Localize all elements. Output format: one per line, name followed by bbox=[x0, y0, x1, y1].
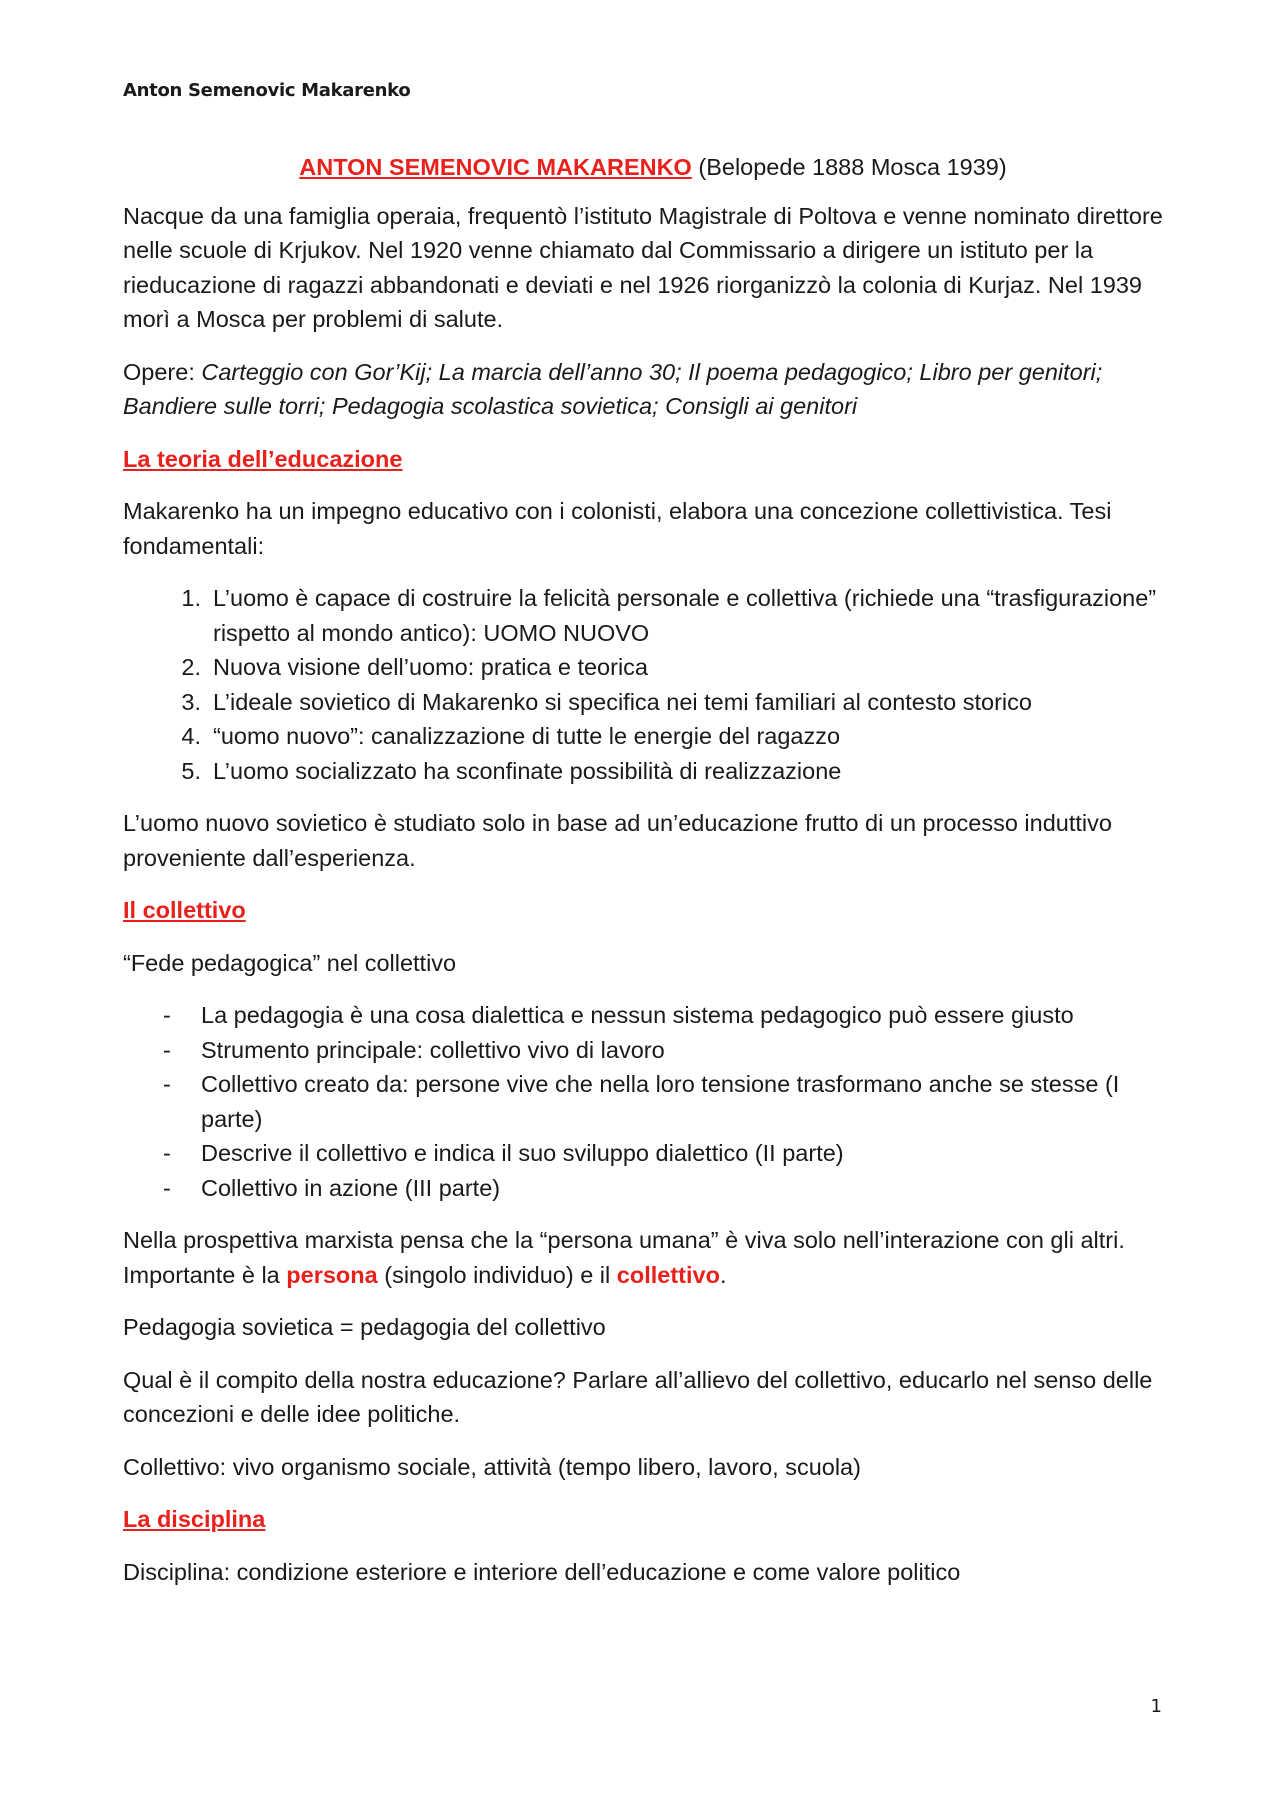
list-item bbox=[123, 754, 1183, 789]
intro-paragraph: Nacque da una famiglia operaia, frequentò l’istituto Magistrale di Poltova e venne nominato direttore nelle scuole di Krjukov. Nel 1920 venne chiamato dal Commissario a dirigere un istituto per la rieducazione di ragazzi abbandonati e deviati e nel 1926 riorganizzò la colonia di Kurjaz. Nel 1939 morì a Mosca per problemi di salute. bbox=[123, 202, 1163, 332]
section-heading-disciplina: La disciplina bbox=[123, 1506, 266, 1532]
works-label: Opere: bbox=[123, 358, 202, 385]
works-list: Carteggio con Gor’Kij; La marcia dell’anno 30; Il poema pedagogico; Libro per genitori; Bandiere sulle torri; Pedagogia scolastica sovietica; Consigli ai genitori bbox=[123, 358, 1103, 419]
list-dash: - bbox=[163, 1174, 171, 1201]
list-number: 3. bbox=[181, 688, 201, 715]
list-item bbox=[123, 581, 1183, 650]
marxist-text-1: Nella prospettiva marxista pensa che la “persona umana” è viva solo nell’interazione con gli altri. Importante è la bbox=[123, 1227, 1125, 1288]
section-heading-collettivo: Il collettivo bbox=[123, 897, 246, 923]
list-number: 4. bbox=[181, 723, 201, 749]
list-item bbox=[123, 998, 1183, 1033]
list-number: 2. bbox=[181, 654, 201, 680]
persona-term: persona bbox=[286, 1261, 378, 1288]
document-title bbox=[123, 150, 1183, 185]
page-number: 1 bbox=[1150, 1696, 1162, 1717]
list-text: L’uomo socializzato ha sconfinate possibilità di realizzazione bbox=[213, 757, 842, 784]
collettivo-list bbox=[123, 998, 1183, 1205]
disciplina-paragraph: Disciplina: condizione esteriore e interiore dell’educazione e come valore politico bbox=[123, 1558, 961, 1585]
list-number: 1. bbox=[181, 585, 201, 611]
list-text: L’ideale sovietico di Makarenko si specifica nei temi familiari al contesto storico bbox=[213, 688, 1032, 715]
marxist-text-3: . bbox=[719, 1261, 727, 1288]
list-dash: - bbox=[163, 1140, 171, 1166]
list-number: 5. bbox=[181, 757, 201, 784]
list-text: Strumento principale: collettivo vivo di lavoro bbox=[201, 1036, 665, 1063]
running-header: Anton Semenovic Makarenko bbox=[123, 80, 411, 101]
title-subtitle: (Belopede 1888 Mosca 1939) bbox=[698, 154, 1007, 180]
list-item bbox=[123, 719, 1183, 754]
list-text: La pedagogia è una cosa dialettica e nessun sistema pedagogico può essere giusto bbox=[201, 1002, 1074, 1028]
title-name: ANTON SEMENOVIC MAKARENKO bbox=[299, 154, 692, 180]
list-dash: - bbox=[163, 1036, 171, 1063]
works-paragraph bbox=[123, 355, 1183, 424]
list-item bbox=[123, 1033, 1183, 1068]
collettivo-term: collettivo bbox=[616, 1261, 720, 1288]
list-text: Descrive il collettivo e indica il suo sviluppo dialettico (II parte) bbox=[201, 1140, 844, 1166]
section2-intro: “Fede pedagogica” nel collettivo bbox=[123, 949, 457, 976]
section-heading-teoria: La teoria dell’educazione bbox=[123, 445, 403, 472]
list-text: “uomo nuovo”: canalizzazione di tutte le energie del ragazzo bbox=[213, 723, 841, 749]
equation-paragraph: Pedagogia sovietica = pedagogia del collettivo bbox=[123, 1314, 606, 1340]
list-item bbox=[123, 685, 1183, 720]
document-body bbox=[123, 150, 1183, 1607]
section1-intro: Makarenko ha un impegno educativo con i colonisti, elabora una concezione collettivistica. Tesi fondamentali: bbox=[123, 498, 1112, 559]
list-item bbox=[123, 1171, 1183, 1206]
theses-list bbox=[123, 581, 1183, 788]
question-paragraph: Qual è il compito della nostra educazione? Parlare all’allievo del collettivo, educarlo nel senso delle concezioni e delle idee politiche. bbox=[123, 1366, 1153, 1427]
definition-paragraph: Collettivo: vivo organismo sociale, attività (tempo libero, lavoro, scuola) bbox=[123, 1453, 861, 1480]
list-item bbox=[123, 650, 1183, 685]
list-dash: - bbox=[163, 1071, 171, 1097]
list-dash: - bbox=[163, 1002, 171, 1028]
list-text: Collettivo in azione (III parte) bbox=[201, 1174, 501, 1201]
list-item bbox=[123, 1067, 1183, 1136]
list-text: Collettivo creato da: persone vive che nella loro tensione trasformano anche se stesse (I parte) bbox=[201, 1071, 1120, 1132]
section1-conclusion: L’uomo nuovo sovietico è studiato solo in base ad un’educazione frutto di un processo induttivo proveniente dall’esperienza. bbox=[123, 810, 1112, 871]
list-text: L’uomo è capace di costruire la felicità personale e collettiva (richiede una “trasfigurazione” rispetto al mondo antico): UOMO NUOVO bbox=[213, 585, 1157, 646]
list-text: Nuova visione dell’uomo: pratica e teorica bbox=[213, 654, 648, 680]
marxist-text-2: (singolo individuo) e il bbox=[377, 1261, 617, 1288]
list-item bbox=[123, 1136, 1183, 1171]
marxist-paragraph bbox=[123, 1223, 1183, 1292]
